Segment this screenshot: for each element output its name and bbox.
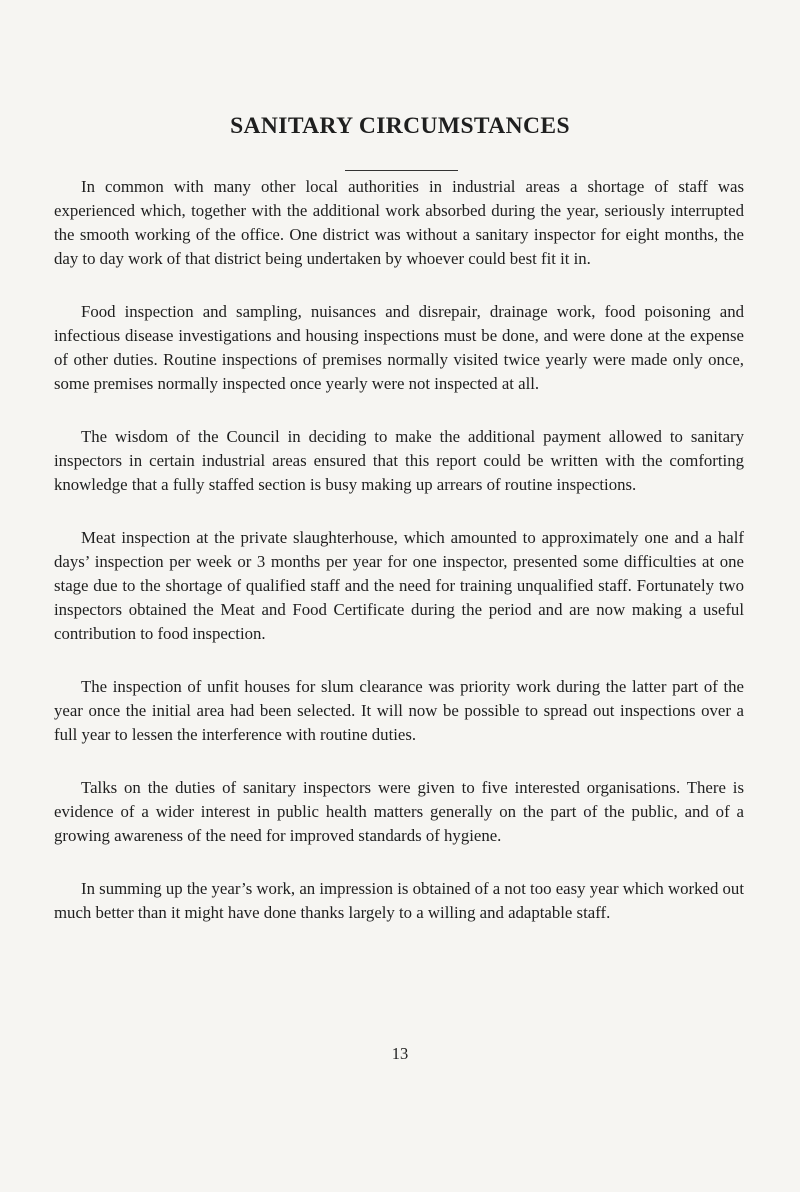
paragraph-7: In summing up the year’s work, an impression is obtained of a not too easy year which worked out much better than it might have done thanks largely to a willing and adaptable staff.	[54, 879, 744, 922]
paragraph-5: The inspection of unfit houses for slum clearance was priority work during the latter part of the year once the initial area had been selected. It will now be possible to spread out inspections over a full year to lessen the interference with routine duties.	[54, 677, 744, 744]
paragraph-2: Food inspection and sampling, nuisances and disrepair, drainage work, food poisoning and infectious disease investigations and housing inspections must be done, and were done at the expense of other duties. Routine inspections of premises normally visited twice yearly were made only once, some premises normally inspected once yearly were not inspected at all.	[54, 302, 744, 393]
paragraph-4: Meat inspection at the private slaughterhouse, which amounted to approximately one and a half days’ inspection per week or 3 months per year for one inspector, presented some difficulties at one stage due to the shortage of qualified staff and the need for training unqualified staff. Fortunately two inspectors obtained the Meat and Food Certificate during the period and are now making a useful contribution to food inspection.	[54, 528, 744, 643]
page-title: SANITARY CIRCUMSTANCES	[230, 113, 570, 139]
page-number: 13	[391, 1044, 409, 1063]
paragraph-6: Talks on the duties of sanitary inspectors were given to five interested organisations. There is evidence of a wider interest in public health matters generally on the part of the public, and of a growing awareness of the need for improved standards of hygiene.	[54, 778, 744, 845]
body-text	[54, 175, 744, 954]
paragraph-3: The wisdom of the Council in deciding to make the additional payment allowed to sanitary inspectors in certain industrial areas ensured that this report could be written with the comforting knowledge that a fully staffed section is busy making up arrears of routine inspections.	[54, 427, 744, 494]
title-divider	[345, 170, 458, 171]
paragraph-1: In common with many other local authorities in industrial areas a shortage of staff was experienced which, together with the additional work absorbed during the year, seriously interrupted the smooth working of the office. One district was without a sanitary inspector for eight months, the day to day work of that district being undertaken by whoever could best fit it in.	[54, 177, 744, 268]
